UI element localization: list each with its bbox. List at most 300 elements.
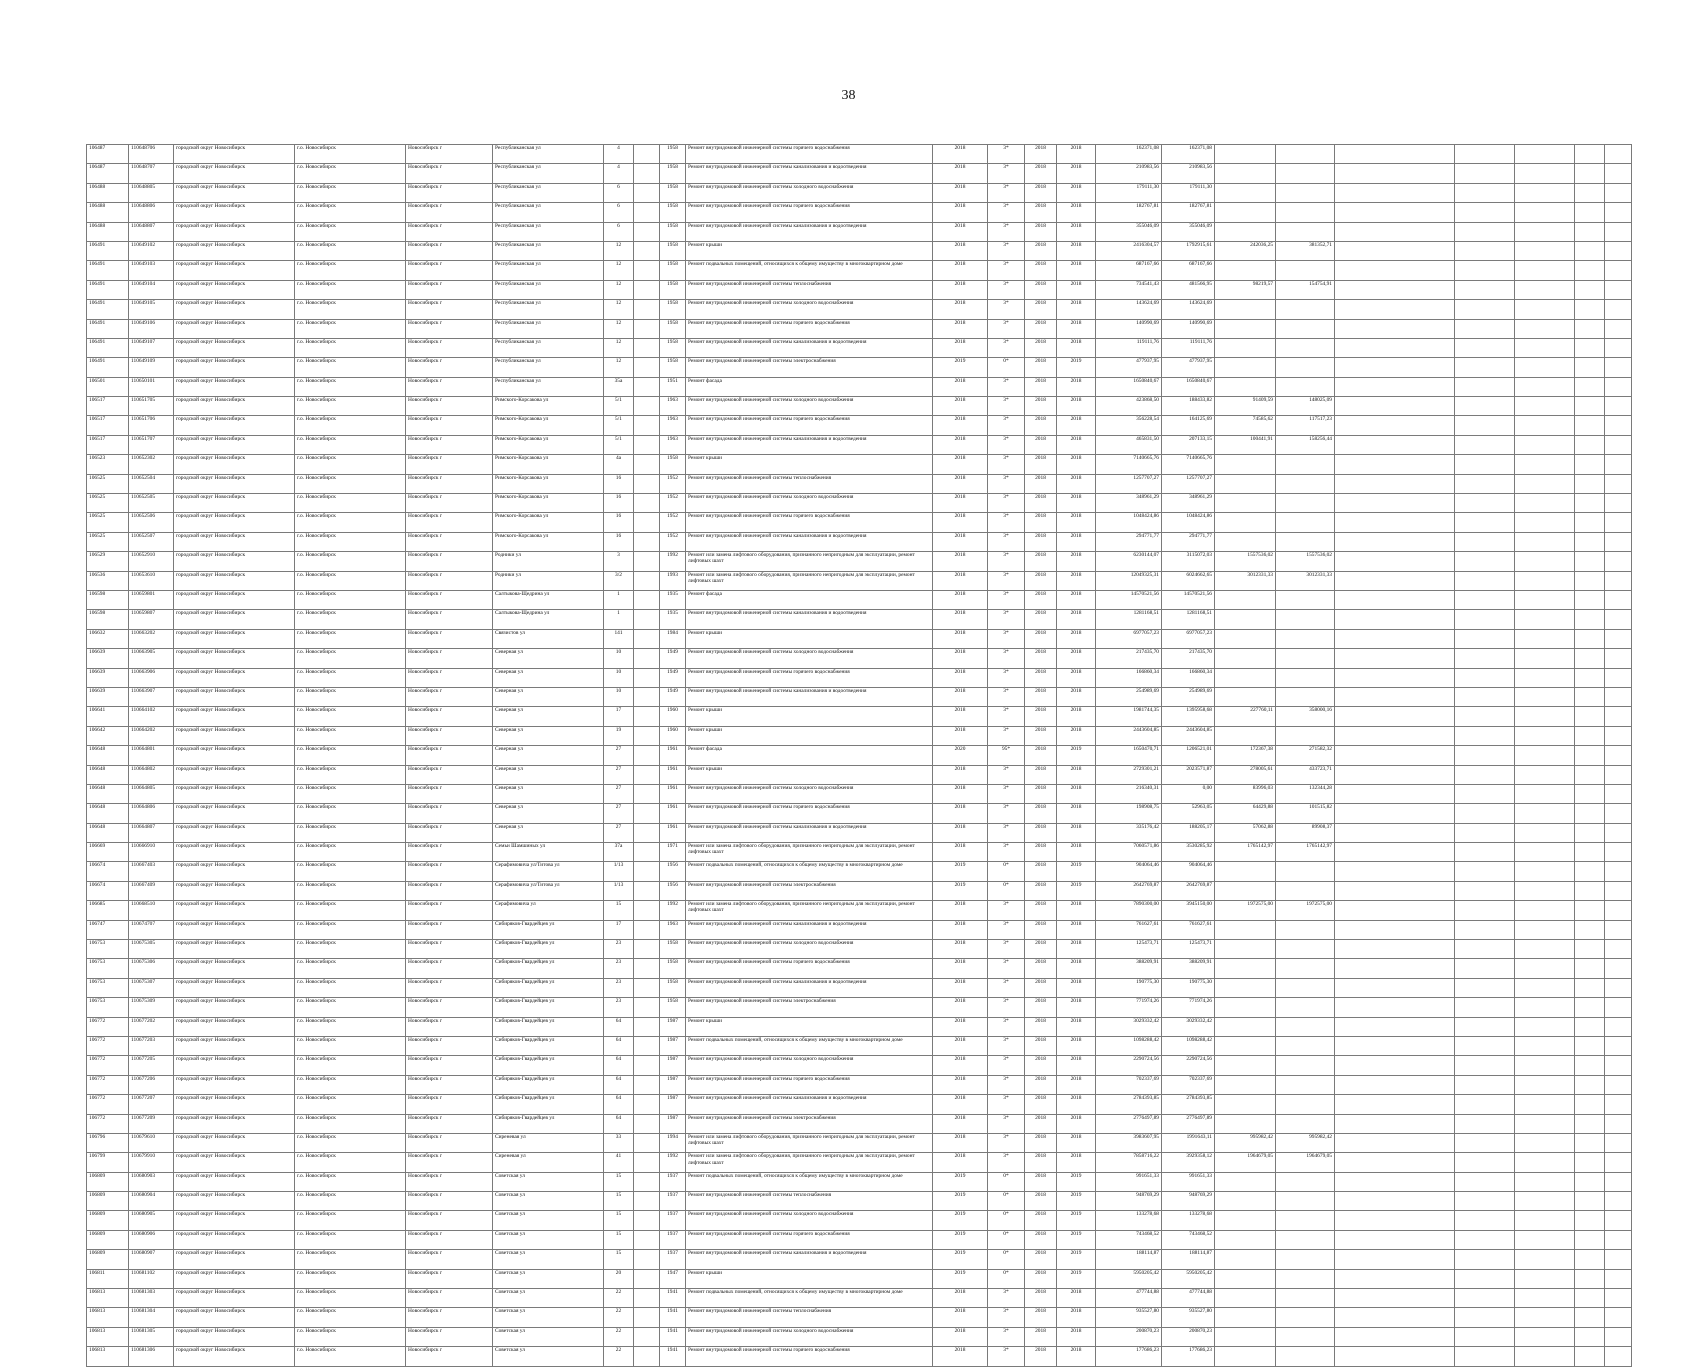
cell-extra-col-3: [1515, 435, 1575, 454]
cell-build-year: 1958: [660, 164, 686, 183]
cell-extra-col-5: [1605, 687, 1632, 706]
cell-extra-cost-1: [1215, 1230, 1276, 1249]
cell-municipality: городской округ Новосибирск: [174, 998, 295, 1017]
cell-plan-year: 2018: [933, 1017, 988, 1036]
cell-building: [634, 358, 660, 377]
cell-work-id: 110649104: [129, 280, 174, 299]
cell-start-year: 2018: [1025, 1095, 1057, 1114]
cell-house-id: 106536: [87, 571, 129, 590]
cell-district: г.о. Новосибирск: [295, 319, 406, 338]
cell-extra-cost-1: [1215, 881, 1276, 900]
cell-house-id: 106809: [87, 1250, 129, 1269]
cell-extra-col-1: [1335, 145, 1455, 164]
cell-extra-cost-1: 227760,11: [1215, 707, 1276, 726]
cell-district: г.о. Новосибирск: [295, 610, 406, 629]
cell-municipality: городской округ Новосибирск: [174, 784, 295, 803]
cell-work-id: 110664202: [129, 726, 174, 745]
cell-work-id: 110668510: [129, 901, 174, 920]
cell-house-number: 3/2: [604, 571, 634, 590]
cell-extra-col-2: [1455, 338, 1515, 357]
cell-build-year: 1958: [660, 338, 686, 357]
cell-extra-cost-1: [1215, 377, 1276, 396]
cell-start-year: 2018: [1025, 590, 1057, 609]
cell-extra-cost-1: [1215, 649, 1276, 668]
cell-start-year: 2018: [1025, 183, 1057, 202]
cell-extra-cost-2: [1276, 183, 1335, 202]
cell-work-id: 110664805: [129, 784, 174, 803]
cell-start-year: 2018: [1025, 1075, 1057, 1094]
cell-end-year: 2018: [1057, 610, 1096, 629]
cell-status: 3*: [988, 1133, 1025, 1152]
cell-building: [634, 338, 660, 357]
cell-extra-cost-1: 74585,62: [1215, 416, 1276, 435]
cell-extra-col-1: [1335, 552, 1455, 571]
cell-work-type: Ремонт внутридомовой инженерной системы холодного водоснабжения: [686, 940, 933, 959]
cell-building: [634, 1172, 660, 1191]
cell-fund-cost: 14570521,56: [1162, 590, 1215, 609]
cell-extra-col-3: [1515, 610, 1575, 629]
cell-work-id: 110651705: [129, 397, 174, 416]
cell-street: Сибиряков-Гвардейцев ул: [493, 978, 604, 997]
cell-extra-col-1: [1335, 1327, 1455, 1346]
cell-fund-cost: 182767,81: [1162, 203, 1215, 222]
cell-municipality: городской округ Новосибирск: [174, 222, 295, 241]
cell-fund-cost: 5950205,42: [1162, 1269, 1215, 1288]
cell-extra-cost-1: 98219,57: [1215, 280, 1276, 299]
cell-fund-cost: 119111,76: [1162, 338, 1215, 357]
cell-status: 3*: [988, 959, 1025, 978]
cell-end-year: 2018: [1057, 1114, 1096, 1133]
cell-extra-col-2: [1455, 746, 1515, 765]
cell-plan-year: 2018: [933, 901, 988, 920]
cell-house-number: 1/13: [604, 862, 634, 881]
cell-work-id: 110677205: [129, 1056, 174, 1075]
cell-fund-cost: 687167,66: [1162, 261, 1215, 280]
cell-status: 3*: [988, 726, 1025, 745]
cell-work-type: Ремонт подвальных помещений, относящихся к общему имуществу в многоквартирном доме: [686, 862, 933, 881]
cell-extra-col-2: [1455, 261, 1515, 280]
cell-district: г.о. Новосибирск: [295, 1308, 406, 1327]
cell-build-year: 1958: [660, 455, 686, 474]
cell-municipality: городской округ Новосибирск: [174, 241, 295, 260]
cell-extra-col-3: [1515, 1056, 1575, 1075]
cell-extra-cost-2: [1276, 1172, 1335, 1191]
cell-house-number: 64: [604, 1056, 634, 1075]
cell-work-type: Ремонт крыши: [686, 765, 933, 784]
cell-extra-col-2: [1455, 687, 1515, 706]
cell-extra-col-3: [1515, 590, 1575, 609]
cell-start-year: 2018: [1025, 784, 1057, 803]
cell-fund-cost: 188114,87: [1162, 1250, 1215, 1269]
cell-municipality: городской округ Новосибирск: [174, 532, 295, 551]
table-row: [87, 435, 1632, 454]
cell-extra-col-4: [1575, 746, 1605, 765]
cell-municipality: городской округ Новосибирск: [174, 377, 295, 396]
cell-build-year: 1992: [660, 552, 686, 571]
cell-status: 3*: [988, 804, 1025, 823]
cell-extra-col-1: [1335, 862, 1455, 881]
cell-street: Сибиряков-Гвардейцев ул: [493, 959, 604, 978]
cell-work-id: 110664807: [129, 823, 174, 842]
cell-extra-col-4: [1575, 1017, 1605, 1036]
cell-work-id: 110648806: [129, 203, 174, 222]
cell-extra-col-5: [1605, 959, 1632, 978]
cell-extra-col-1: [1335, 843, 1455, 862]
cell-work-type: Ремонт внутридомовой инженерной системы горячего водоснабжения: [686, 416, 933, 435]
table-row: [87, 203, 1632, 222]
cell-extra-col-5: [1605, 571, 1632, 590]
cell-extra-col-3: [1515, 1153, 1575, 1172]
cell-settlement: Новосибирск г: [406, 649, 493, 668]
cell-extra-col-5: [1605, 804, 1632, 823]
cell-house-id: 106639: [87, 687, 129, 706]
cell-settlement: Новосибирск г: [406, 145, 493, 164]
cell-plan-year: 2018: [933, 571, 988, 590]
cell-house-id: 106753: [87, 998, 129, 1017]
cell-status: 3*: [988, 435, 1025, 454]
cell-house-number: 17: [604, 920, 634, 939]
cell-total-cost: 125473,71: [1096, 940, 1162, 959]
cell-extra-col-5: [1605, 649, 1632, 668]
table-row: [87, 145, 1632, 164]
cell-house-id: 106799: [87, 1153, 129, 1172]
cell-extra-col-5: [1605, 1308, 1632, 1327]
cell-house-id: 106772: [87, 1095, 129, 1114]
cell-building: [634, 261, 660, 280]
cell-start-year: 2018: [1025, 1308, 1057, 1327]
cell-work-id: 110651706: [129, 416, 174, 435]
cell-fund-cost: 702337,69: [1162, 1075, 1215, 1094]
cell-extra-cost-1: 278005,61: [1215, 765, 1276, 784]
cell-work-type: Ремонт внутридомовой инженерной системы канализования и водоотведения: [686, 823, 933, 842]
cell-district: г.о. Новосибирск: [295, 1250, 406, 1269]
cell-extra-col-2: [1455, 416, 1515, 435]
cell-total-cost: 356228,54: [1096, 416, 1162, 435]
cell-district: г.о. Новосибирск: [295, 164, 406, 183]
cell-extra-col-2: [1455, 610, 1515, 629]
cell-extra-col-5: [1605, 978, 1632, 997]
cell-municipality: городской округ Новосибирск: [174, 455, 295, 474]
cell-municipality: городской округ Новосибирск: [174, 1017, 295, 1036]
cell-status: 3*: [988, 203, 1025, 222]
cell-extra-col-1: [1335, 203, 1455, 222]
table-row: [87, 1133, 1632, 1152]
cell-settlement: Новосибирск г: [406, 358, 493, 377]
cell-build-year: 1958: [660, 319, 686, 338]
cell-start-year: 2018: [1025, 1269, 1057, 1288]
cell-extra-cost-1: [1215, 1095, 1276, 1114]
cell-street: Сибиряков-Гвардейцев ул: [493, 1036, 604, 1055]
cell-house-id: 106491: [87, 319, 129, 338]
cell-municipality: городской округ Новосибирск: [174, 319, 295, 338]
cell-status: 0*: [988, 1269, 1025, 1288]
cell-house-id: 106517: [87, 416, 129, 435]
cell-house-id: 106772: [87, 1017, 129, 1036]
cell-extra-cost-2: [1276, 1192, 1335, 1211]
cell-fund-cost: 477937,95: [1162, 358, 1215, 377]
cell-extra-col-3: [1515, 300, 1575, 319]
cell-extra-col-3: [1515, 183, 1575, 202]
cell-building: [634, 1095, 660, 1114]
cell-street: Сибиряков-Гвардейцев ул: [493, 998, 604, 1017]
cell-work-id: 110649109: [129, 358, 174, 377]
cell-building: [634, 1250, 660, 1269]
cell-extra-col-4: [1575, 1230, 1605, 1249]
cell-build-year: 1987: [660, 1017, 686, 1036]
cell-extra-col-4: [1575, 959, 1605, 978]
cell-end-year: 2018: [1057, 649, 1096, 668]
cell-building: [634, 397, 660, 416]
cell-work-id: 110652302: [129, 455, 174, 474]
cell-extra-cost-2: [1276, 1211, 1335, 1230]
cell-extra-col-4: [1575, 416, 1605, 435]
cell-municipality: городской округ Новосибирск: [174, 164, 295, 183]
cell-extra-col-5: [1605, 823, 1632, 842]
cell-street: Северная ул: [493, 784, 604, 803]
cell-build-year: 1952: [660, 494, 686, 513]
cell-extra-col-1: [1335, 765, 1455, 784]
cell-house-id: 106796: [87, 1133, 129, 1152]
cell-settlement: Новосибирск г: [406, 784, 493, 803]
cell-house-id: 106772: [87, 1114, 129, 1133]
cell-house-id: 106488: [87, 222, 129, 241]
cell-work-type: Ремонт фасада: [686, 746, 933, 765]
cell-extra-cost-2: [1276, 1269, 1335, 1288]
cell-municipality: городской округ Новосибирск: [174, 823, 295, 842]
cell-status: 3*: [988, 765, 1025, 784]
cell-street: Республиканская ул: [493, 203, 604, 222]
cell-fund-cost: 948769,29: [1162, 1192, 1215, 1211]
cell-extra-col-2: [1455, 397, 1515, 416]
cell-build-year: 1963: [660, 920, 686, 939]
cell-total-cost: 734541,43: [1096, 280, 1162, 299]
cell-start-year: 2018: [1025, 203, 1057, 222]
cell-total-cost: 904064,46: [1096, 862, 1162, 881]
cell-house-id: 106517: [87, 435, 129, 454]
cell-build-year: 1958: [660, 978, 686, 997]
cell-extra-col-4: [1575, 513, 1605, 532]
cell-fund-cost: 348961,29: [1162, 494, 1215, 513]
cell-end-year: 2018: [1057, 571, 1096, 590]
cell-extra-col-3: [1515, 1114, 1575, 1133]
cell-build-year: 1987: [660, 1036, 686, 1055]
cell-district: г.о. Новосибирск: [295, 280, 406, 299]
cell-house-id: 106491: [87, 358, 129, 377]
cell-status: 3*: [988, 668, 1025, 687]
cell-extra-col-4: [1575, 300, 1605, 319]
cell-plan-year: 2018: [933, 280, 988, 299]
cell-extra-col-2: [1455, 843, 1515, 862]
cell-extra-col-4: [1575, 901, 1605, 920]
cell-plan-year: 2018: [933, 978, 988, 997]
cell-house-id: 106517: [87, 397, 129, 416]
cell-work-type: Ремонт внутридомовой инженерной системы канализования и водоотведения: [686, 532, 933, 551]
table-row: [87, 707, 1632, 726]
cell-extra-col-3: [1515, 920, 1575, 939]
cell-settlement: Новосибирск г: [406, 280, 493, 299]
cell-extra-cost-2: [1276, 358, 1335, 377]
cell-house-id: 106753: [87, 940, 129, 959]
cell-street: Северная ул: [493, 649, 604, 668]
cell-extra-col-5: [1605, 338, 1632, 357]
cell-plan-year: 2019: [933, 1269, 988, 1288]
cell-street: Республиканская ул: [493, 145, 604, 164]
cell-extra-cost-2: [1276, 513, 1335, 532]
cell-end-year: 2018: [1057, 1347, 1096, 1366]
cell-building: [634, 280, 660, 299]
cell-total-cost: 200870,23: [1096, 1327, 1162, 1346]
cell-house-id: 106648: [87, 823, 129, 842]
cell-extra-col-4: [1575, 1133, 1605, 1152]
cell-municipality: городской округ Новосибирск: [174, 261, 295, 280]
cell-district: г.о. Новосибирск: [295, 571, 406, 590]
cell-house-number: 12: [604, 338, 634, 357]
cell-house-id: 106674: [87, 862, 129, 881]
cell-extra-cost-1: [1215, 1172, 1276, 1191]
cell-plan-year: 2018: [933, 1075, 988, 1094]
cell-settlement: Новосибирск г: [406, 455, 493, 474]
cell-building: [634, 765, 660, 784]
cell-start-year: 2018: [1025, 455, 1057, 474]
cell-start-year: 2018: [1025, 397, 1057, 416]
cell-extra-col-5: [1605, 1269, 1632, 1288]
cell-plan-year: 2018: [933, 687, 988, 706]
cell-total-cost: 2443604,85: [1096, 726, 1162, 745]
cell-house-number: 16: [604, 494, 634, 513]
cell-house-number: 15: [604, 1192, 634, 1211]
cell-status: 3*: [988, 784, 1025, 803]
cell-extra-col-2: [1455, 1211, 1515, 1230]
cell-extra-col-5: [1605, 241, 1632, 260]
cell-house-number: 17: [604, 707, 634, 726]
cell-extra-cost-2: [1276, 649, 1335, 668]
cell-building: [634, 300, 660, 319]
cell-total-cost: 133278,68: [1096, 1211, 1162, 1230]
cell-plan-year: 2018: [933, 843, 988, 862]
cell-fund-cost: 210983,56: [1162, 164, 1215, 183]
cell-extra-cost-2: 433723,71: [1276, 765, 1335, 784]
cell-end-year: 2018: [1057, 1095, 1096, 1114]
cell-extra-cost-1: 1765142,97: [1215, 843, 1276, 862]
cell-plan-year: 2018: [933, 455, 988, 474]
cell-extra-cost-2: [1276, 629, 1335, 648]
cell-plan-year: 2018: [933, 998, 988, 1017]
cell-settlement: Новосибирск г: [406, 610, 493, 629]
cell-extra-cost-1: [1215, 1056, 1276, 1075]
cell-extra-col-2: [1455, 552, 1515, 571]
cell-plan-year: 2018: [933, 532, 988, 551]
cell-extra-col-2: [1455, 726, 1515, 745]
cell-street: Римского-Корсакова ул: [493, 455, 604, 474]
cell-settlement: Новосибирск г: [406, 1133, 493, 1152]
cell-settlement: Новосибирск г: [406, 1269, 493, 1288]
table-row: [87, 532, 1632, 551]
cell-house-number: 27: [604, 746, 634, 765]
cell-total-cost: 355046,09: [1096, 222, 1162, 241]
cell-extra-col-1: [1335, 881, 1455, 900]
cell-work-type: Ремонт внутридомовой инженерной системы канализования и водоотведения: [686, 687, 933, 706]
cell-settlement: Новосибирск г: [406, 629, 493, 648]
cell-extra-col-5: [1605, 455, 1632, 474]
cell-municipality: городской округ Новосибирск: [174, 1172, 295, 1191]
cell-start-year: 2018: [1025, 435, 1057, 454]
cell-status: 3*: [988, 1075, 1025, 1094]
cell-extra-col-5: [1605, 901, 1632, 920]
cell-work-type: Ремонт крыши: [686, 1017, 933, 1036]
cell-street: Советская ул: [493, 1308, 604, 1327]
cell-extra-col-2: [1455, 183, 1515, 202]
cell-start-year: 2018: [1025, 843, 1057, 862]
cell-work-id: 110675305: [129, 940, 174, 959]
cell-build-year: 1960: [660, 726, 686, 745]
table-row: [87, 358, 1632, 377]
cell-extra-col-5: [1605, 1017, 1632, 1036]
cell-work-type: Ремонт внутридомовой инженерной системы холодного водоснабжения: [686, 494, 933, 513]
cell-start-year: 2018: [1025, 494, 1057, 513]
cell-plan-year: 2018: [933, 940, 988, 959]
cell-district: г.о. Новосибирск: [295, 746, 406, 765]
cell-status: 3*: [988, 494, 1025, 513]
cell-fund-cost: 200870,23: [1162, 1327, 1215, 1346]
cell-work-type: Ремонт подвальных помещений, относящихся к общему имуществу в многоквартирном доме: [686, 261, 933, 280]
cell-house-number: 15: [604, 1172, 634, 1191]
cell-extra-cost-2: [1276, 668, 1335, 687]
cell-work-type: Ремонт внутридомовой инженерной системы электроснабжения: [686, 358, 933, 377]
cell-house-number: 64: [604, 1075, 634, 1094]
cell-extra-col-4: [1575, 338, 1605, 357]
cell-total-cost: 3029332,42: [1096, 1017, 1162, 1036]
cell-street: Римского-Корсакова ул: [493, 494, 604, 513]
cell-extra-col-3: [1515, 881, 1575, 900]
cell-end-year: 2018: [1057, 455, 1096, 474]
cell-extra-col-1: [1335, 397, 1455, 416]
cell-building: [634, 920, 660, 939]
cell-extra-col-3: [1515, 319, 1575, 338]
cell-build-year: 1947: [660, 1269, 686, 1288]
cell-municipality: городской округ Новосибирск: [174, 746, 295, 765]
cell-status: 0*: [988, 862, 1025, 881]
cell-extra-col-3: [1515, 687, 1575, 706]
cell-extra-cost-1: 83996,03: [1215, 784, 1276, 803]
cell-build-year: 1941: [660, 1289, 686, 1308]
cell-plan-year: 2019: [933, 881, 988, 900]
cell-fund-cost: 3929358,12: [1162, 1153, 1215, 1172]
cell-extra-cost-1: 172367,38: [1215, 746, 1276, 765]
cell-extra-col-4: [1575, 590, 1605, 609]
cell-work-id: 110663202: [129, 629, 174, 648]
cell-settlement: Новосибирск г: [406, 164, 493, 183]
cell-municipality: городской округ Новосибирск: [174, 1075, 295, 1094]
cell-extra-col-4: [1575, 1289, 1605, 1308]
cell-house-id: 106809: [87, 1172, 129, 1191]
cell-house-number: 10: [604, 649, 634, 668]
cell-settlement: Новосибирск г: [406, 1075, 493, 1094]
cell-extra-cost-2: [1276, 1308, 1335, 1327]
cell-extra-col-2: [1455, 455, 1515, 474]
cell-municipality: городской округ Новосибирск: [174, 629, 295, 648]
cell-extra-col-3: [1515, 571, 1575, 590]
cell-house-number: 12: [604, 319, 634, 338]
cell-house-id: 106525: [87, 513, 129, 532]
cell-work-id: 110663907: [129, 687, 174, 706]
cell-fund-cost: 294771,77: [1162, 532, 1215, 551]
cell-work-type: Ремонт или замена лифтового оборудования, признанного непригодным для эксплуатации, ремонт лифтовых шахт: [686, 1153, 933, 1172]
cell-extra-col-2: [1455, 668, 1515, 687]
cell-house-id: 106598: [87, 590, 129, 609]
cell-municipality: городской округ Новосибирск: [174, 513, 295, 532]
cell-extra-cost-1: [1215, 183, 1276, 202]
cell-settlement: Новосибирск г: [406, 338, 493, 357]
